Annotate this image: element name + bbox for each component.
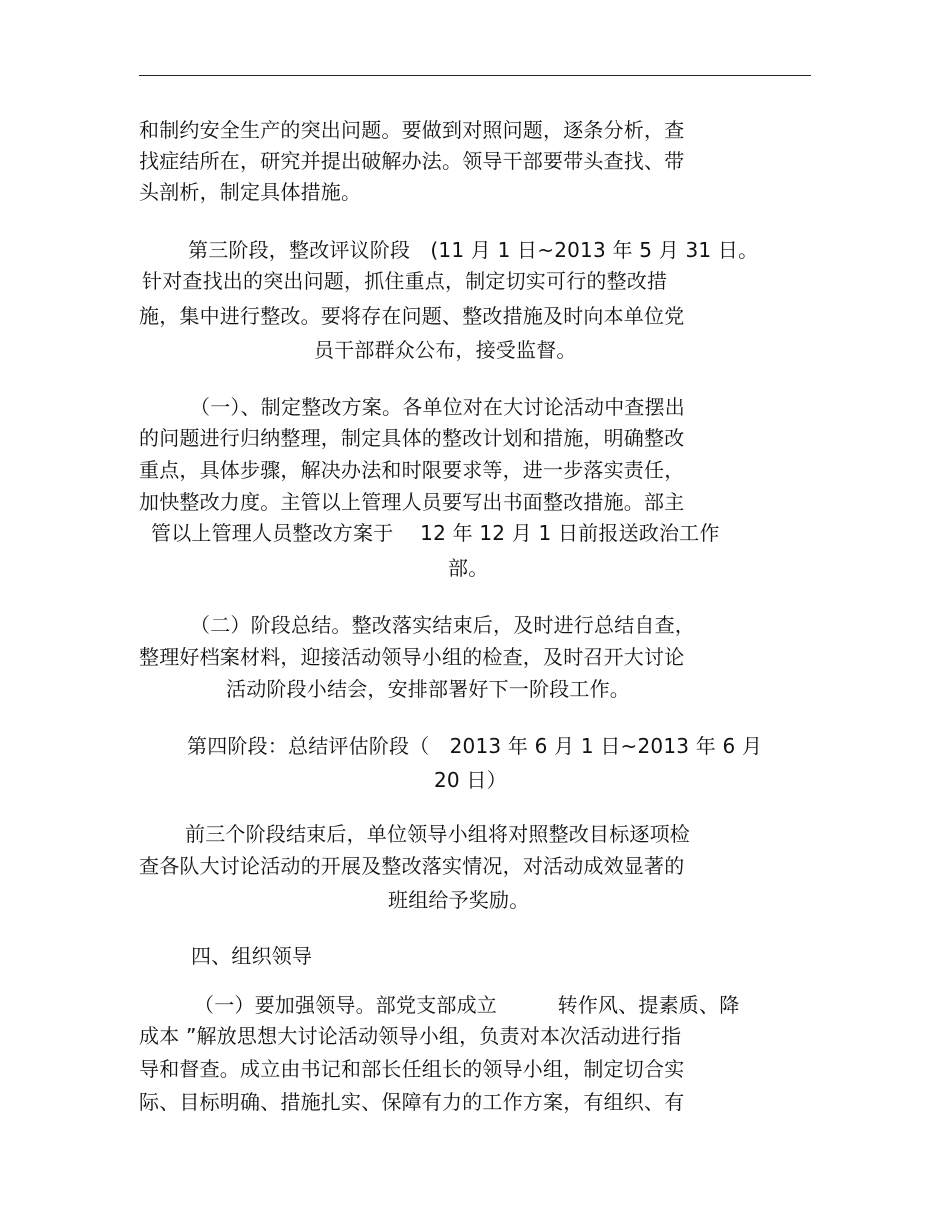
- text-line: 重点，具体步骤，解决办法和时限要求等，进一步落实责任，: [139, 458, 685, 482]
- text-line: 成本 ”解放思想大讨论活动领导小组，负责对本次活动进行指: [139, 1024, 682, 1048]
- text-line: 针对查找出的突出问题，抓住重点，制定切实可行的整改措: [142, 269, 668, 293]
- text-line: 的问题进行归纳整理，制定具体的整改计划和措施，明确整改: [139, 426, 685, 450]
- text-line: 第三阶段，整改评议阶段 (11 月 1 日~2013 年 5 月 31 日。: [188, 238, 759, 262]
- section-heading: 四、组织领导: [191, 944, 313, 968]
- text-line: 查各队大讨论活动的开展及整改落实情况，对活动成效显著的: [139, 854, 685, 878]
- text-line: 头剖析，制定具体措施。: [139, 180, 362, 204]
- text-line: （一）、制定整改方案。各单位对在大讨论活动中查摆出: [190, 395, 685, 419]
- header-rule: [139, 75, 811, 76]
- text-line: 班组给予奖励。: [388, 888, 530, 912]
- text-line: 活动阶段小结会，安排部署好下一阶段工作。: [226, 677, 630, 701]
- text-line: 前三个阶段结束后，单位领导小组将对照整改目标逐项检: [185, 822, 690, 846]
- text-line: 加快整改力度。主管以上管理人员要写出书面整改措施。部主: [139, 490, 685, 514]
- text-line: 整理好档案材料，迎接活动领导小组的检查，及时召开大讨论: [139, 645, 685, 669]
- text-line: 找症结所在，研究并提出破解办法。领导干部要带头查找、带: [139, 149, 685, 173]
- text-line: 第四阶段：总结评估阶段（ 2013 年 6 月 1 日~2013 年 6 月: [187, 734, 763, 758]
- text-line: （一）要加强领导。部党支部成立 转作风、提素质、降: [194, 993, 740, 1017]
- text-line: 和制约安全生产的突出问题。要做到对照问题，逐条分析，查: [139, 118, 685, 142]
- text-line: 员干部群众公布，接受监督。: [314, 338, 577, 362]
- text-line: 部。: [448, 556, 489, 580]
- text-line: 导和督查。成立由书记和部长任组长的领导小组，制定切合实: [139, 1057, 685, 1081]
- text-line: 施，集中进行整改。要将存在问题、整改措施及时向本单位党: [139, 304, 685, 328]
- text-line: 管以上管理人员整改方案于 12 年 12 月 1 日前报送政治工作: [151, 521, 720, 545]
- text-line: 际、目标明确、措施扎实、保障有力的工作方案，有组织、有: [139, 1090, 685, 1114]
- text-line: （二）阶段总结。整改落实结束后，及时进行总结自查，: [190, 613, 695, 637]
- text-line: 20 日）: [434, 768, 507, 792]
